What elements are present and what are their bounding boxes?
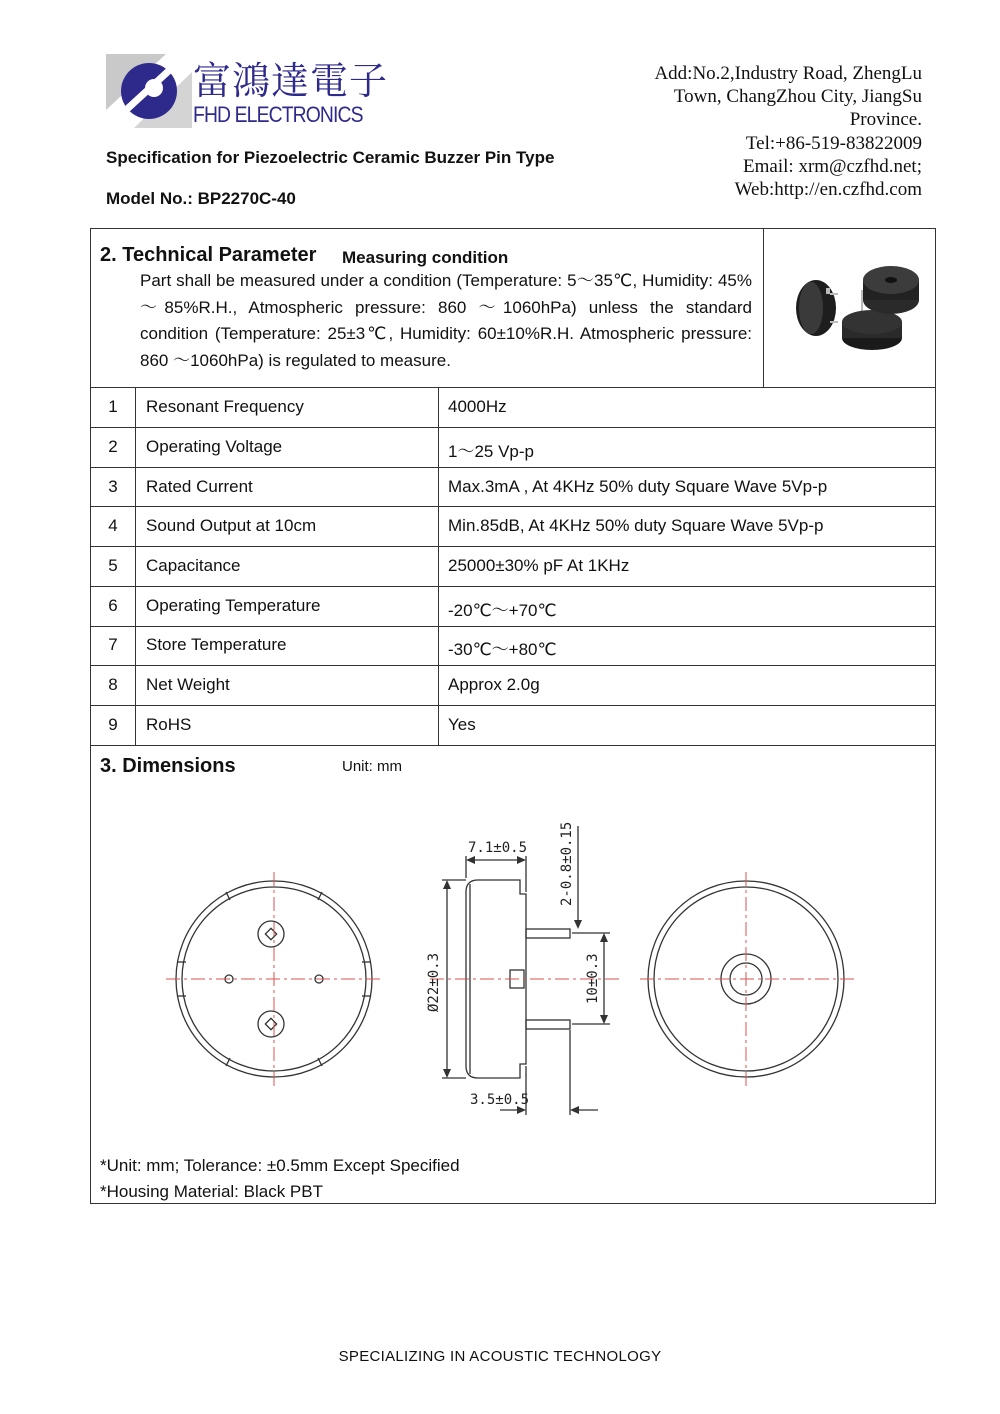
- param-name: Sound Output at 10cm: [146, 516, 317, 535]
- pin-length-dim-label: 3.5±0.5: [470, 1092, 530, 1108]
- param-value: -30℃～+80℃: [448, 640, 557, 659]
- row-index: 3: [108, 477, 118, 496]
- email-line: Email: xrm@czfhd.net;: [743, 155, 922, 177]
- param-value: Max.3mA , At 4KHz 50% duty Square Wave 5Vp-p: [448, 477, 828, 496]
- pin-pitch-dim-label: 10±0.3: [585, 953, 601, 1004]
- address-line: Town, ChangZhou City, JiangSu: [673, 86, 922, 108]
- diameter-dim-label: Ø22±0.3: [426, 952, 442, 1012]
- param-value: -20℃～+70℃: [448, 601, 557, 620]
- param-value: 1～25 Vp-p: [448, 442, 534, 461]
- row-index: 8: [108, 675, 118, 694]
- param-value: Min.85dB, At 4KHz 50% duty Square Wave 5Vp-p: [448, 516, 824, 535]
- param-name: Resonant Frequency: [146, 397, 304, 416]
- row-index: 6: [108, 596, 118, 615]
- address-line: Province.: [849, 109, 922, 131]
- param-value: Yes: [448, 715, 476, 734]
- photo-divider: [763, 229, 764, 387]
- row-index: 5: [108, 556, 118, 575]
- param-name: Operating Temperature: [146, 596, 321, 615]
- pin-dim-label: 2-0.8±0.15: [559, 821, 575, 906]
- row-index: 2: [108, 437, 118, 456]
- dimensions-heading: 3. Dimensions: [100, 755, 236, 777]
- param-name: Operating Voltage: [146, 437, 283, 456]
- measuring-condition-heading: Measuring condition: [342, 248, 509, 267]
- row-index: 4: [108, 516, 118, 535]
- dimensions-unit: Unit: mm: [342, 758, 402, 775]
- buzzer-product-photo: [776, 258, 926, 368]
- row-index: 7: [108, 635, 118, 654]
- logo-chinese-name: 富鴻達電子: [193, 59, 389, 103]
- model-number: Model No.: BP2270C-40: [106, 189, 296, 208]
- param-name: RoHS: [146, 715, 192, 734]
- row-index: 9: [108, 715, 118, 734]
- technical-parameter-heading: 2. Technical Parameter: [100, 244, 317, 266]
- measuring-condition-text: Part shall be measured under a condition (Temperature: 5～35℃, Humidity: 45%～85%R.H., Atmospheric pressure: 860 ～1060hPa) unless the standard condition (Temperature: 25±3℃, Humidity: 60±10%R.H. Atmospheric pressure: 860 ～1060hPa) is regulated to measure.: [140, 271, 752, 370]
- param-name: Rated Current: [146, 477, 253, 496]
- tolerance-note: *Unit: mm; Tolerance: ±0.5mm Except Specified: [100, 1156, 460, 1175]
- web-line: Web:http://en.czfhd.com: [734, 179, 922, 201]
- page-footer: SPECIALIZING IN ACOUSTIC TECHNOLOGY: [338, 1348, 662, 1365]
- spec-title: Specification for Piezoelectric Ceramic Buzzer Pin Type: [106, 148, 555, 167]
- company-address: [582, 62, 922, 201]
- param-name: Capacitance: [146, 556, 241, 575]
- logo-english-name: FHD ELECTRONICS: [193, 102, 363, 127]
- param-name: Store Temperature: [146, 635, 287, 654]
- phone-line: Tel:+86-519-83822009: [745, 132, 922, 154]
- param-name: Net Weight: [146, 675, 230, 694]
- address-line: Add:No.2,Industry Road, ZhengLu: [654, 63, 922, 84]
- dimension-drawing: [150, 810, 880, 1130]
- height-dim-label: 7.1±0.5: [468, 840, 528, 856]
- housing-material-note: *Housing Material: Black PBT: [100, 1182, 323, 1201]
- row-index: 1: [108, 397, 118, 416]
- param-value: 4000Hz: [448, 397, 507, 416]
- param-value: Approx 2.0g: [448, 675, 540, 694]
- param-value: 25000±30% pF At 1KHz: [448, 556, 630, 575]
